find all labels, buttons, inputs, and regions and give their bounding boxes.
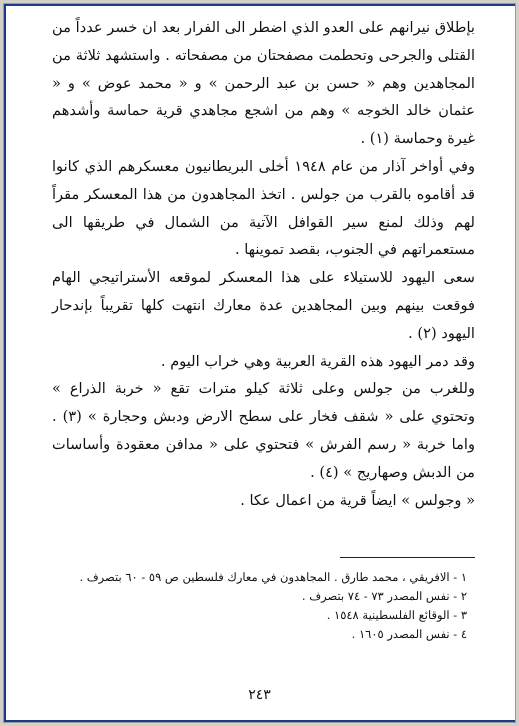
paragraph: وقد دمر اليهود هذه القرية العربية وهي خراب اليوم . — [160, 352, 475, 370]
paragraph: وللغرب من جولس وعلى ثلاثة كيلو مترات تقع « خربة الذراع » وتحتوي على « شقف فخار على سطح الارض ودبش وحجارة » (٣) . واما خربة « رسم الفرش » فتحتوي على « مدافن معقودة وأساسات من الدبش وصهاريج » (٤) . — [52, 380, 475, 481]
page-number: ٢٤٣ — [248, 687, 271, 703]
document-page — [3, 3, 516, 723]
scan-border-top — [4, 4, 515, 6]
paragraph: « وجولس » ايضاً قرية من اعمال عكا . — [240, 491, 475, 509]
paragraph: سعى اليهود للاستيلاء على هذا المعسكر لموقعه الأستراتيجي الهام فوقعت بينهم وبين المجاهدين عدة معارك انتهت كلها تقريباً بإندحار اليهود (٢) . — [52, 269, 475, 342]
scan-border-bottom — [4, 720, 515, 722]
footnote: ١ - الافريقي ، محمد طارق . المجاهدون في معارك فلسطين ص ٥٩ - ٦٠ بتصرف . — [79, 570, 467, 584]
footnote-divider — [340, 557, 475, 558]
paragraph: بإطلاق نيرانهم على العدو الذي اضطر الى الفرار بعد ان خسر عدداً من القتلى والجرحى وتحطمت مصفحتان من مصفحاته . واستشهد ثلاثة من المجاهدين وهم « حسن بن عبد الرحمن » و « محمد عوض » و « عثمان خالد الخوجه » وهم من اشجع مجاهدي قرية حماسة وأشدهم غيرة وحماسة (١) . — [52, 19, 475, 148]
footnote: ٣ - الوقائع الفلسطينية ١٥٤٨ . — [326, 608, 467, 622]
footnote: ٤ - نفس المصدر ١٦٠٥ . — [351, 627, 467, 641]
paragraph: وفي أواخر آذار من عام ١٩٤٨ أخلى البريطانيون معسكرهم الذي كانوا قد أقاموه بالقرب من جولس . اتخذ المجاهدون من هذا المعسكر مقراً لهم وذلك لمنع سير القوافل الآتية من الشمال في طريقها الى مستعمراتهم في الجنوب، بقصد تموينها . — [52, 157, 475, 259]
body-text — [52, 14, 475, 514]
footnote: ٢ - نفس المصدر ٧٣ - ٧٤ بتصرف . — [301, 589, 467, 603]
footnotes — [64, 568, 467, 644]
scan-border-left — [4, 4, 6, 722]
